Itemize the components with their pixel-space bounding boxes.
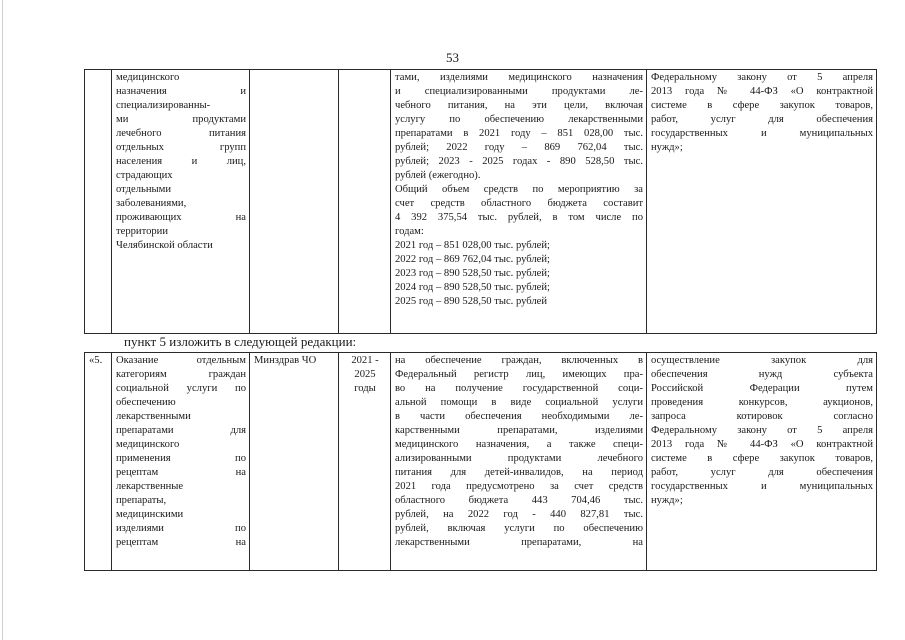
text-line: 4 392 375,54 тыс. рублей, в том числе по [395,212,643,223]
text-line: государственных и муниципальных [651,128,873,139]
text-line: Оказание отдельным [116,355,246,366]
page-edge-line [2,0,3,640]
text-line: отдельными [116,184,172,195]
text-line: рублей; 2022 году – 869 762,04 тыс. [395,142,643,153]
cell-event-name [112,70,250,334]
cell-result [647,353,877,571]
cell-number [85,353,112,571]
text-line: на обеспечение граждан, включенных в [395,355,643,366]
text-line: рублей (ежегодно). [395,170,481,181]
text-line: работ, услуг для обеспечения [651,467,873,478]
text-line: назначения и [116,86,246,97]
text-line: работ, услуг для обеспечения [651,114,873,125]
text-line: и специализированными продуктами ле- [395,86,643,97]
text-line: препаратами в 2021 году – 851 028,00 тыс. [395,128,643,139]
text-line: счет средств областного бюджета составит [395,198,643,209]
cell-description [391,70,647,334]
text-line: карственными препаратами, изделиями [395,425,643,436]
text-line: лекарственными [116,411,191,422]
text-line: рублей, на 2022 год - 440 827,81 тыс. [395,509,643,520]
text-line: в части обеспечения необходимыми ле- [395,411,643,422]
text-line: отдельных групп [116,142,246,153]
text-line: системе в сфере закупок товаров, [651,453,873,464]
text-line: проведения конкурсов, аукционов, [651,397,873,408]
description-text [395,71,643,309]
text-line: категориям граждан [116,369,246,380]
text-line: Российской Федерации путем [651,383,873,394]
text-line: 2013 года № 44-ФЗ «О контрактной [651,86,873,97]
text-line: альной помощи в виде социальной услуги [395,397,643,408]
text-line: чебного питания, на эти цели, включая [395,100,643,111]
text-line: 2021 - [351,355,379,366]
text-line: 2013 года № 44-ФЗ «О контрактной [651,439,873,450]
text-line: 2023 год – 890 528,50 тыс. рублей; [395,268,551,279]
table-continuation [84,69,877,334]
text-line: применения по [116,453,246,464]
table-row [85,70,877,334]
text-line: рецептам на [116,467,246,478]
text-line: Челябинской области [116,240,213,251]
text-line: страдающих [116,170,173,181]
text-line: медицинского [116,439,180,450]
page-number: 53 [446,50,459,65]
text-line: нужд»; [651,142,683,153]
event-name-text [116,354,246,550]
cell-number [85,70,112,334]
event-name-text [116,71,246,253]
cell-executor [250,353,339,571]
executor-text: Минздрав ЧО [254,355,317,366]
text-line: Федеральному закону от 5 апреля [651,425,873,436]
cell-executor [250,70,339,334]
text-line: 2021 года предусмотрено за счет средств [395,481,643,492]
text-line: годы [354,383,376,394]
text-line: услугу по обеспечению лекарственными [395,114,643,125]
text-line: 2022 год – 869 762,04 тыс. рублей; [395,254,551,265]
result-text [651,71,873,155]
text-line: Общий объем средств по мероприятию за [395,184,643,195]
text-line: изделиями по [116,523,246,534]
text-line: 2024 год – 890 528,50 тыс. рублей; [395,282,551,293]
period-text [343,354,387,396]
text-line: медицинскими [116,509,184,520]
result-text [651,354,873,508]
text-line: системе в сфере закупок товаров, [651,100,873,111]
text-line: заболеваниями, [116,198,187,209]
text-line: областного бюджета 443 704,46 тыс. [395,495,643,506]
text-line: запроса котировок согласно [651,411,873,422]
text-line: тами, изделиями медицинского назначения [395,72,643,83]
row-number: «5. [89,355,103,366]
text-line: Федеральный регистр лиц, имеющих пра- [395,369,643,380]
text-line: нужд»; [651,495,683,506]
amendment-note: пункт 5 изложить в следующей редакции: [124,334,357,349]
text-line: рублей, включая услуги по обеспечению [395,523,643,534]
text-line: рецептам на [116,537,246,548]
text-line: 2025 год – 890 528,50 тыс. рублей [395,296,548,307]
cell-period [339,70,391,334]
text-line: осуществление закупок для [651,355,873,366]
cell-result [647,70,877,334]
text-line: рублей; 2023 - 2025 годах - 890 528,50 тыс. [395,156,643,167]
text-line: лекарственными препаратами, на [395,537,643,548]
text-line: годам: [395,226,424,237]
text-line: медицинского назначения, а также специ- [395,439,643,450]
text-line: Федеральному закону от 5 апреля [651,72,873,83]
text-line: лекарственные [116,481,184,492]
text-line: проживающих на [116,212,246,223]
text-line: питания для детей-инвалидов, на период [395,467,643,478]
text-line: ализированными продуктами лечебного [395,453,643,464]
table-row [85,353,877,571]
text-line: территории [116,226,169,237]
description-text [395,354,643,550]
text-line: 2025 [354,369,376,380]
text-line: медицинского [116,72,180,83]
text-line: 2021 год – 851 028,00 тыс. рублей; [395,240,551,251]
table-new-edition [84,352,877,571]
text-line: во на получение государственной соци- [395,383,643,394]
text-line: специализированны- [116,100,211,111]
cell-description [391,353,647,571]
text-line: препараты, [116,495,167,506]
text-line: ми продуктами [116,114,246,125]
text-line: обеспечению [116,397,176,408]
text-line: лечебного питания [116,128,246,139]
text-line: обеспечения нужд субъекта [651,369,873,380]
text-line: социальной услуги по [116,383,246,394]
cell-period [339,353,391,571]
text-line: населения и лиц, [116,156,246,167]
cell-event-name [112,353,250,571]
text-line: государственных и муниципальных [651,481,873,492]
text-line: препаратами для [116,425,246,436]
